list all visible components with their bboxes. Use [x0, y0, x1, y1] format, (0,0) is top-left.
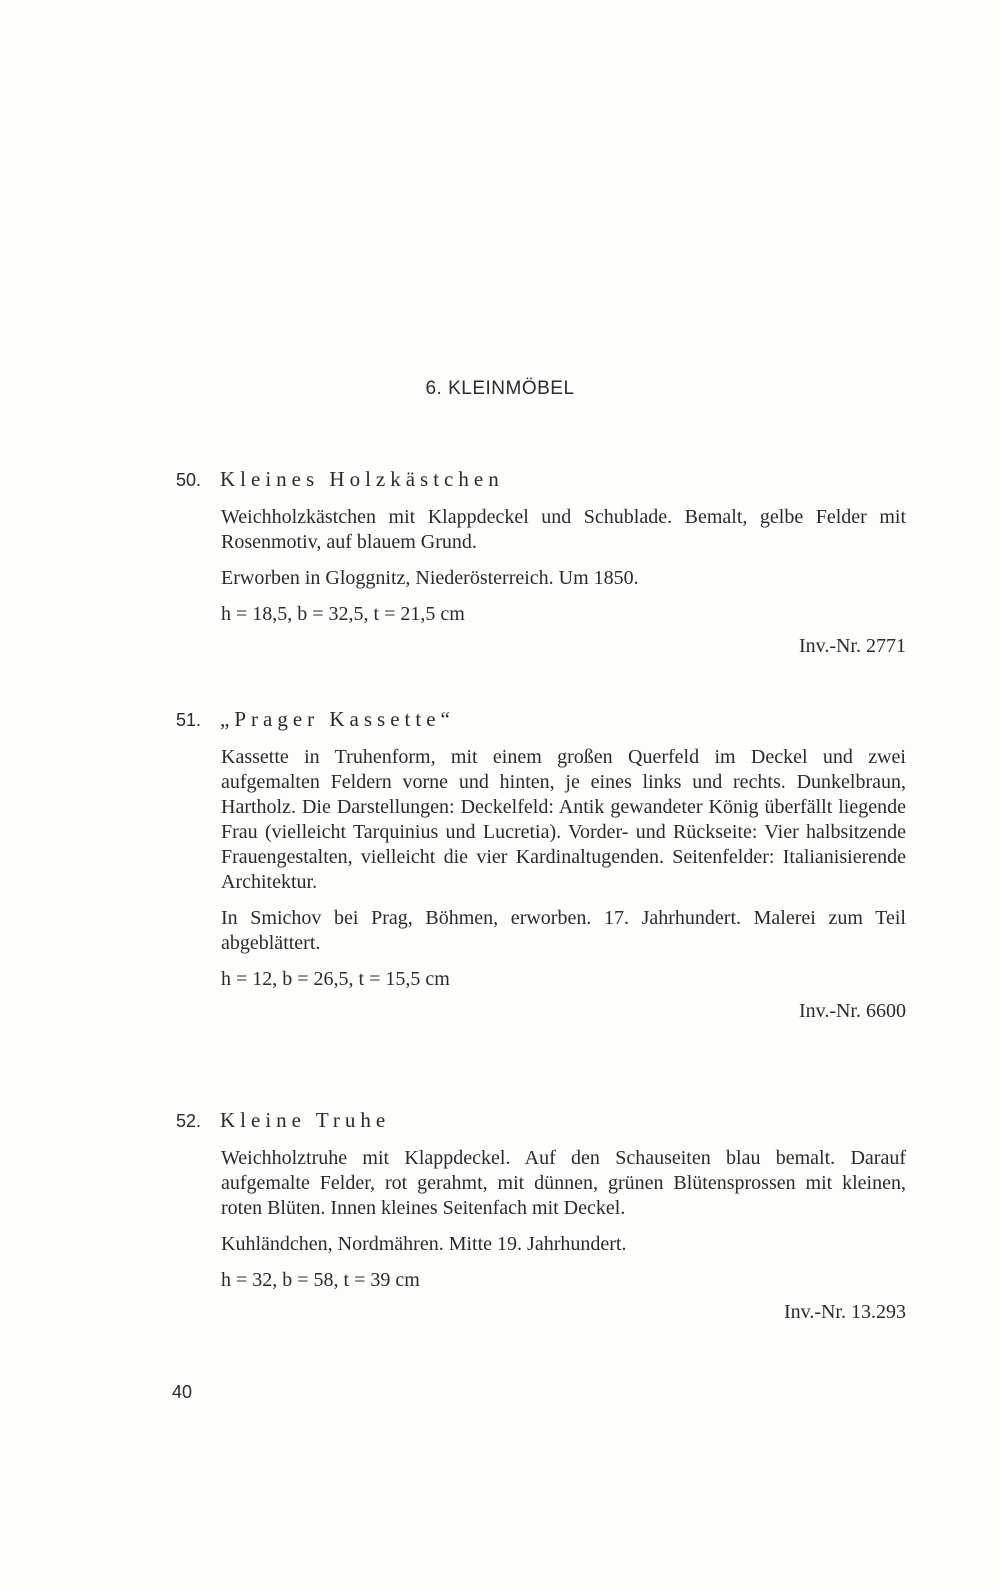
catalog-entry-52 — [176, 1107, 906, 1325]
entry-number: 52. — [176, 1111, 202, 1131]
entry-body — [221, 505, 906, 659]
entry-body — [221, 1146, 906, 1325]
entry-dimensions: h = 12, b = 26,5, t = 15,5 cm — [221, 968, 450, 990]
entry-description: Weichholztruhe mit Klappdeckel. Auf den Schauseiten blau bemalt. Darauf aufgemalte Felder, rot gerahmt, mit dünnen, grünen Blütensprossen mit kleinen, roten Blüten. Innen kleines Seitenfach mit Deckel. — [221, 1147, 906, 1219]
entry-description: Weichholzkästchen mit Klappdeckel und Schublade. Bemalt, gelbe Felder mit Rosenmotiv, auf blauem Grund. — [221, 506, 906, 553]
entry-provenance: Kuhländchen, Nordmähren. Mitte 19. Jahrhundert. — [221, 1233, 627, 1255]
entry-dimensions: h = 18,5, b = 32,5, t = 21,5 cm — [221, 603, 465, 625]
entry-inventory-number: Inv.-Nr. 13.293 — [783, 1301, 906, 1323]
entry-title: Kleines Holzkästchen — [220, 467, 504, 491]
entry-title: Kleine Truhe — [220, 1108, 391, 1132]
section-heading: 6. KLEINMÖBEL — [425, 378, 575, 399]
entry-inventory-number: Inv.-Nr. 2771 — [798, 635, 906, 657]
entry-description: Kassette in Truhenform, mit einem großen Querfeld im Deckel und zwei aufgemalten Feldern vorne und hinten, je eines links und rechts. Dunkelbraun, Hartholz. Die Darstellungen: Deckelfeld: Antik gewandeter König überfällt liegende Frau (vielleicht Tarquinius und Lucretia). Vorder- und Rückseite: Vier halbsitzende Frauengestalten, vielleicht die vier Kardinaltugenden. Seitenfelder: Italianisierende Architektur. — [221, 746, 906, 893]
entry-header — [176, 706, 906, 733]
entry-header — [176, 1107, 906, 1134]
catalog-entry-50 — [176, 466, 906, 659]
entry-inventory-number: Inv.-Nr. 6600 — [798, 1000, 906, 1022]
entry-title: „Prager Kassette“ — [220, 707, 455, 731]
entry-provenance: In Smichov bei Prag, Böhmen, erworben. 17. Jahrhundert. Malerei zum Teil abgeblättert. — [221, 907, 906, 954]
entry-number: 51. — [176, 710, 202, 730]
entry-body — [221, 745, 906, 1024]
entry-dimensions: h = 32, b = 58, t = 39 cm — [221, 1269, 420, 1291]
entry-header — [176, 466, 906, 493]
entry-provenance: Erworben in Gloggnitz, Niederösterreich. Um 1850. — [221, 567, 639, 589]
catalog-entry-51 — [176, 706, 906, 1024]
page-number: 40 — [172, 1382, 193, 1402]
entry-number: 50. — [176, 470, 202, 490]
